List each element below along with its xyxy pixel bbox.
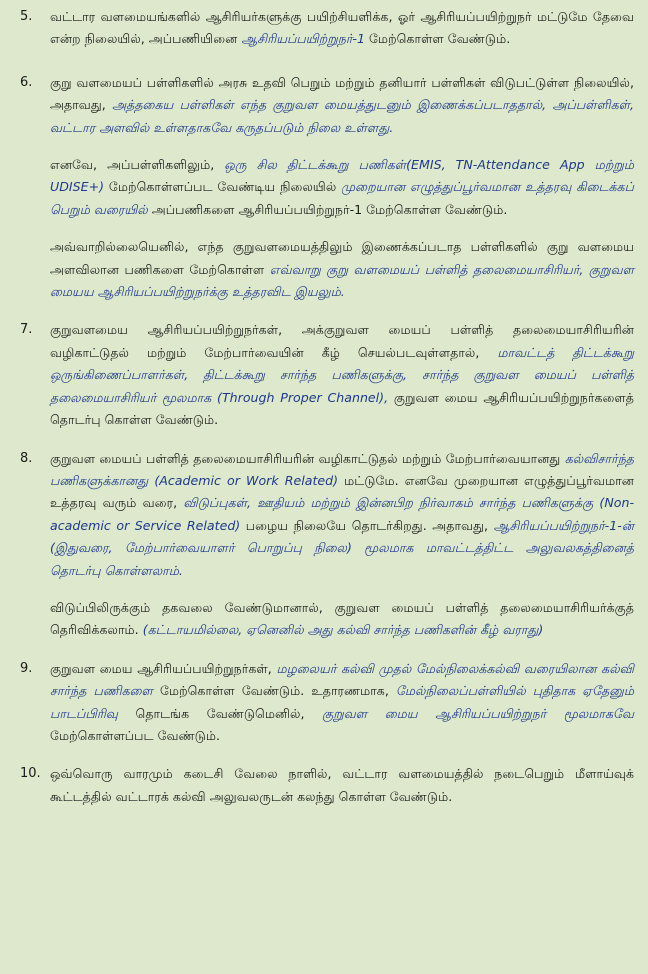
- paragraph: [50, 319, 634, 431]
- list-item-7: [20, 319, 634, 431]
- emphasis-run: எவ்வாறு குறு வளமையப் பள்ளித் தலைமையாசிரியர், குறுவள மையய ஆசிரியப்பயிற்றுநர்க்கு உத்தரவிட இயலும்.: [50, 261, 634, 300]
- paragraph: [50, 154, 634, 221]
- paragraph: [50, 6, 634, 51]
- text-run: வட்டார வளமையங்களில் ஆசிரியர்களுக்கு பயிற்சியளிக்க, ஓர் ஆசிரியப்பயிற்றுநர் மட்டுமே தேவை என்ற நிலையில், அப்பணியினை: [50, 9, 634, 47]
- text-run: தொடங்க வேண்டுமெனில்,: [117, 705, 323, 721]
- text-run: எனவே, அப்பள்ளிகளிலும்,: [50, 157, 225, 173]
- emphasis-run: மழலையர் கல்வி முதல் மேல்நிலைக்கல்வி வரையிலான கல்வி சார்ந்த பணிகளை: [50, 660, 634, 699]
- text-run: பழைய நிலையே தொடர்கிறது. அதாவது,: [240, 517, 494, 533]
- text-run: மேற்கொள்ளப்பட வேண்டிய நிலையில்: [104, 179, 342, 195]
- text-run: மட்டுமே. எனவே முறையான எழுத்துப்பூர்வமான உத்தரவு வரும் வரை,: [50, 472, 634, 511]
- list-item-9: [20, 658, 634, 748]
- emphasis-run: கல்விசார்ந்த பணிகளுக்கானது (Academic or Work Related): [50, 450, 634, 488]
- list-item-6: [20, 72, 634, 304]
- paragraph: [50, 597, 634, 642]
- item-body: [50, 448, 634, 642]
- list-item-8: [20, 448, 634, 642]
- text-run: மேற்கொள்ள வேண்டும்.: [364, 31, 511, 47]
- text-run: மேற்கொள்ள வேண்டும். உதாரணமாக,: [152, 683, 396, 699]
- text-run: குறுவளமைய ஆசிரியப்பயிற்றுநர்கள், அக்குறுவள மையப் பள்ளித் தலைமையாசிரியரின் வழிகாட்டுதல் மற்றும் மேற்பார்வையின் கீழ் செயல்படவுள்ளதால்,: [50, 322, 634, 360]
- list-item-5: [20, 6, 634, 51]
- item-body: [50, 6, 634, 51]
- emphasis-run: ஆசிரியப்பயிற்றுநர்-1-ன் (இதுவரை, மேற்பார்வையாளர் பொறுப்பு நிலை) மூலமாக மாவட்டத்திட்ட அலுவலகத்தினைத் தொடர்பு கொள்ளலாம்.: [50, 517, 634, 578]
- text-run: குறு வளமையப் பள்ளிகளில் அரசு உதவி பெறும் மற்றும் தனியார் பள்ளிகள் விடுபட்டுள்ள நிலையில், அதாவது,: [50, 74, 634, 113]
- text-run: குறுவள மைய ஆசிரியப்பயிற்றுநர்களைத் தொடர்பு கொள்ள வேண்டும்.: [50, 389, 634, 428]
- emphasis-run: அத்தகைய பள்ளிகள் எந்த குறுவள மையத்துடனும் இணைக்கப்படாததால், அப்பள்ளிகள், வட்டார அளவில் உள்ளதாகவே கருதப்படும் நிலை உள்ளது.: [50, 97, 634, 135]
- emphasis-run: (கட்டாயமில்லை, ஏனெனில் அது கல்வி சார்ந்த பணிகளின் கீழ் வராது): [142, 622, 544, 638]
- item-number: 10.: [20, 766, 41, 782]
- paragraph: [50, 763, 634, 808]
- list-item-10: [20, 763, 634, 808]
- item-number: 5.: [20, 9, 33, 24]
- item-number: 9.: [20, 660, 33, 676]
- item-body: [50, 72, 634, 304]
- item-body: [50, 319, 634, 431]
- item-body: [50, 658, 634, 748]
- emphasis-run: ஆசிரியப்பயிற்றுநர்-1: [241, 31, 365, 47]
- emphasis-run: குறுவள மைய ஆசிரியப்பயிற்றுநர் மூலமாகவே: [322, 705, 634, 721]
- item-number: 6.: [20, 74, 33, 90]
- text-run: குறுவள மைய ஆசிரியப்பயிற்றுநர்கள்,: [50, 660, 277, 676]
- emphasis-run: ஒரு சில திட்டக்கூறு பணிகள்(EMIS, TN-Attendance App மற்றும் UDISE+): [50, 157, 634, 195]
- emphasis-run: மாவட்டத் திட்டக்கூறு ஒருங்கிணைப்பாளர்கள், திட்டக்கூறு சார்ந்த பணிகளுக்கு, சார்ந்த குறுவள மையப் பள்ளித் தலைமையாசிரியர் மூலமாக (Through Proper Channel),: [50, 344, 634, 405]
- item-body: [50, 763, 634, 808]
- text-run: விடுப்பிலிருக்கும் தகவலை வேண்டுமானால், குறுவள மையப் பள்ளித் தலைமையாசிரியர்க்குத் தெரிவிக்கலாம்.: [50, 599, 634, 638]
- paragraph: [50, 236, 634, 303]
- paragraph: [50, 72, 634, 139]
- emphasis-run: மேல்நிலைப்பள்ளியில் புதிதாக ஏதேனும் பாடப்பிரிவு: [50, 683, 634, 721]
- item-number: 7.: [20, 322, 33, 338]
- paragraph: [50, 448, 634, 582]
- emphasis-run: முறையான எழுத்துப்பூர்வமான உத்தரவு கிடைக்கப் பெறும் வரையில்: [50, 179, 634, 217]
- text-run: குறுவள மையப் பள்ளித் தலைமையாசிரியரின் வழிகாட்டுதல் மற்றும் மேற்பார்வையானது: [50, 450, 565, 466]
- text-run: ஒவ்வொரு வாரமும் கடைசி வேலை நாளில், வட்டார வளமையத்தில் நடைபெறும் மீளாய்வுக் கூட்டத்தில் வட்டாரக் கல்வி அலுவலருடன் கலந்து கொள்ள வேண்டும்.: [50, 766, 634, 804]
- text-run: அவ்வாறில்லையெனில், எந்த குறுவளமையத்திலும் இணைக்கப்படாத பள்ளிகளில் குறு வளமைய அளவிலான பணிகளை மேற்கொள்ள: [50, 239, 634, 277]
- text-run: மேற்கொள்ளப்பட வேண்டும்.: [50, 727, 220, 743]
- text-run: அப்பணிகளை ஆசிரியப்பயிற்றுநர்-1 மேற்கொள்ள வேண்டும்.: [147, 201, 508, 217]
- item-number: 8.: [20, 450, 33, 466]
- paragraph: [50, 658, 634, 748]
- emphasis-run: விடுப்புகள், ஊதியம் மற்றும் இன்னபிற நிர்வாகம் சார்ந்த பணிகளுக்கு (Non-academic or Service Related): [50, 495, 634, 533]
